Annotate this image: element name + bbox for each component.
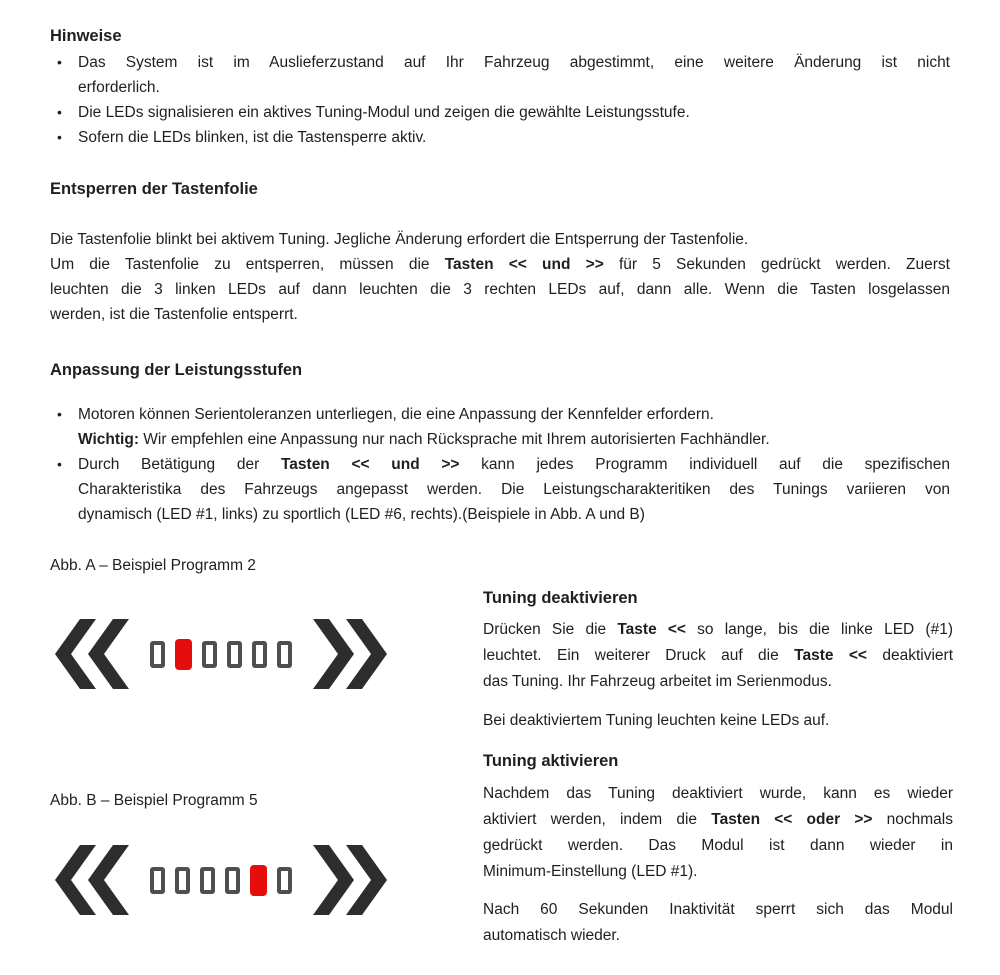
- text-segment: kann jedes Programm individuell auf die spezifischen: [459, 456, 950, 473]
- text-line: [78, 50, 950, 75]
- text-segment: dynamisch (LED #1, links) zu sportlich (LED #6, rechts).(Beispiele in Abb. A und B): [78, 506, 645, 523]
- bold-text-segment: Taste <<: [794, 647, 867, 664]
- text-line: [483, 669, 953, 695]
- text-segment: erforderlich.: [78, 79, 160, 96]
- led-indicator-1: [150, 867, 165, 894]
- text-segment: Nach 60 Sekunden Inaktivität sperrt sich das Modul: [483, 901, 953, 918]
- text-line: [483, 807, 953, 833]
- text-line: [483, 833, 953, 859]
- entsperren-paragraph: [50, 227, 950, 327]
- section-heading-entsperren: Entsperren der Tastenfolie: [50, 180, 258, 198]
- heading-tuning-deaktivieren: Tuning deaktivieren: [483, 589, 638, 607]
- text-segment: gedrückt werden. Das Modul ist dann wieder in: [483, 837, 953, 854]
- text-segment: Drücken Sie die: [483, 621, 618, 638]
- text-line: [483, 617, 953, 643]
- bold-text-segment: Wichtig:: [78, 431, 139, 448]
- text-line: [483, 708, 953, 734]
- led-indicator-5: [252, 641, 267, 668]
- text-line: [78, 75, 950, 100]
- text-line: [50, 277, 950, 302]
- bullet-text: [78, 452, 950, 527]
- led-indicator-2: [175, 867, 190, 894]
- text-line: [78, 427, 950, 452]
- bullet-icon: •: [57, 104, 62, 120]
- led-indicator-5-active: [250, 865, 267, 896]
- activate-paragraph-1: [483, 781, 953, 885]
- section-heading-hinweise: Hinweise: [50, 27, 122, 45]
- text-segment: Sofern die LEDs blinken, ist die Tastensperre aktiv.: [78, 129, 427, 146]
- led-indicator-4: [227, 641, 242, 668]
- double-chevron-right-icon: [313, 845, 387, 915]
- list-item: [50, 50, 950, 100]
- bold-text-segment: Taste <<: [617, 621, 686, 638]
- figure-a-caption: Abb. A – Beispiel Programm 2: [50, 557, 256, 574]
- bullet-text: [78, 100, 950, 125]
- list-item: [50, 402, 950, 452]
- bold-text-segment: Tasten << und >>: [444, 256, 604, 273]
- text-line: [483, 643, 953, 669]
- text-segment: Die Tastenfolie blinkt bei aktivem Tuning. Jegliche Änderung erfordert die Entsperrung der Tastenfolie.: [50, 231, 749, 248]
- led-indicator-6: [277, 867, 292, 894]
- bullet-text: [78, 125, 950, 150]
- text-line: [483, 897, 953, 923]
- list-item: [50, 452, 950, 527]
- led-indicator-1: [150, 641, 165, 668]
- text-segment: Minimum-Einstellung (LED #1).: [483, 863, 698, 880]
- double-chevron-left-icon: [55, 619, 129, 689]
- led-row: [150, 639, 292, 670]
- heading-tuning-aktivieren: Tuning aktivieren: [483, 752, 619, 770]
- text-segment: werden, ist die Tastenfolie entsperrt.: [50, 306, 298, 323]
- text-segment: Charakteristika des Fahrzeugs angepasst werden. Die Leistungscharakteritiken des Tunings variieren von: [78, 481, 950, 498]
- text-line: [78, 477, 950, 502]
- text-segment: Die LEDs signalisieren ein aktives Tuning-Modul und zeigen die gewählte Leistungsstufe.: [78, 104, 690, 121]
- text-segment: Motoren können Serientoleranzen unterliegen, die eine Anpassung der Kennfelder erfordern.: [78, 406, 714, 423]
- text-segment: leuchtet. Ein weiterer Druck auf die: [483, 647, 795, 664]
- text-segment: Bei deaktiviertem Tuning leuchten keine LEDs auf.: [483, 712, 830, 729]
- text-line: [78, 452, 950, 477]
- led-indicator-6: [277, 641, 292, 668]
- text-segment: Durch Betätigung der: [78, 456, 281, 473]
- text-line: [78, 502, 950, 527]
- activate-paragraph-2: [483, 897, 953, 949]
- right-text-column: [483, 588, 953, 949]
- text-line: [78, 100, 950, 125]
- anpassung-bullet-list: [50, 402, 950, 527]
- bullet-icon: •: [57, 406, 62, 422]
- led-indicator-3: [202, 641, 217, 668]
- bullet-text: [78, 50, 950, 100]
- section-heading-anpassung: Anpassung der Leistungsstufen: [50, 361, 303, 379]
- hinweise-bullet-list: [50, 50, 950, 150]
- text-line: [50, 252, 950, 277]
- list-item: [50, 125, 950, 150]
- bold-text-segment: Tasten << und >>: [280, 456, 460, 473]
- text-segment: für 5 Sekunden gedrückt werden. Zuerst: [603, 256, 950, 273]
- text-segment: Wir empfehlen eine Anpassung nur nach Rücksprache mit Ihrem autorisierten Fachhändler.: [139, 431, 770, 448]
- text-segment: das Tuning. Ihr Fahrzeug arbeitet im Serienmodus.: [483, 673, 832, 690]
- figure-b-caption: Abb. B – Beispiel Programm 5: [50, 792, 258, 809]
- deactivate-paragraph-1: [483, 617, 953, 695]
- led-row: [150, 865, 292, 896]
- text-line: [483, 859, 953, 885]
- list-item: [50, 100, 950, 125]
- text-segment: aktiviert werden, indem die: [483, 811, 712, 828]
- text-segment: Nachdem das Tuning deaktiviert wurde, kann es wieder: [483, 785, 953, 802]
- led-indicator-2-active: [175, 639, 192, 670]
- text-segment: so lange, bis die linke LED (#1): [686, 621, 953, 638]
- text-segment: deaktiviert: [866, 647, 953, 664]
- bullet-icon: •: [57, 54, 62, 70]
- double-chevron-left-icon: [55, 845, 129, 915]
- text-segment: nochmals: [872, 811, 953, 828]
- led-indicator-4: [225, 867, 240, 894]
- text-line: [50, 302, 950, 327]
- text-line: [78, 402, 950, 427]
- double-chevron-right-icon: [313, 619, 387, 689]
- bullet-text: [78, 402, 950, 452]
- led-figure-a: [55, 619, 387, 689]
- bullet-icon: •: [57, 129, 62, 145]
- text-segment: automatisch wieder.: [483, 927, 620, 944]
- text-line: [483, 781, 953, 807]
- led-figure-b: [55, 845, 387, 915]
- text-segment: Um die Tastenfolie zu entsperren, müssen die: [50, 256, 445, 273]
- led-indicator-3: [200, 867, 215, 894]
- deactivate-paragraph-2: [483, 708, 953, 734]
- text-line: [50, 227, 950, 252]
- text-line: [483, 923, 953, 949]
- text-line: [78, 125, 950, 150]
- bullet-icon: •: [57, 456, 62, 472]
- text-segment: leuchten die 3 linken LEDs auf dann leuchten die 3 rechten LEDs auf, dann alle. Wenn die Tasten losgelassen: [50, 281, 950, 298]
- bold-text-segment: Tasten << oder >>: [711, 811, 873, 828]
- text-segment: Das System ist im Auslieferzustand auf Ihr Fahrzeug abgestimmt, eine weitere Änderung ist nicht: [78, 54, 950, 71]
